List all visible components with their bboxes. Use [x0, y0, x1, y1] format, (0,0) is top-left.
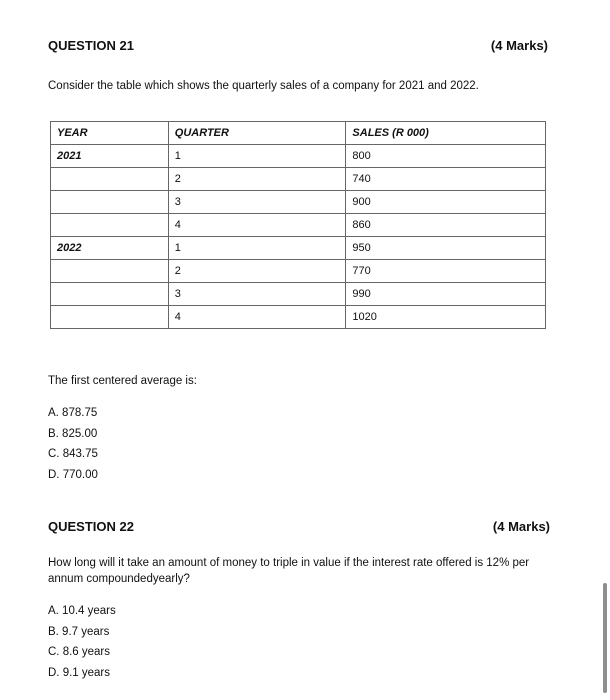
quarter-cell: 1 [168, 145, 346, 168]
question-21-marks: (4 Marks) [490, 38, 548, 53]
sales-cell: 770 [346, 260, 546, 283]
table-row [51, 237, 546, 260]
table-row [51, 214, 546, 237]
question-21-title: QUESTION 21 [48, 38, 134, 53]
sales-cell: 990 [346, 283, 546, 306]
year-cell [51, 260, 169, 283]
question-22-text: How long will it take an amount of money to triple in value if the interest rate offered is 12% per annum compoundedyearly? [48, 557, 530, 585]
sales-cell: 950 [346, 237, 546, 260]
option-d: D. 770.00 [48, 468, 98, 481]
year-cell [51, 168, 169, 191]
table-row [51, 283, 546, 306]
table-header-row [51, 122, 546, 145]
option-d: D. 9.1 years [48, 666, 110, 679]
sales-cell: 800 [346, 145, 546, 168]
option-b: B. 825.00 [48, 427, 98, 440]
sales-table [50, 121, 546, 329]
question-21-intro: Consider the table which shows the quarterly sales of a company for 2021 and 2022. [48, 80, 479, 92]
question-22-marks: (4 Marks) [492, 519, 550, 534]
option-a: A. 10.4 years [48, 605, 116, 617]
quarter-cell: 4 [168, 306, 346, 329]
option-c: C. 8.6 years [48, 646, 110, 658]
sales-cell: 1020 [346, 306, 546, 329]
year-cell [51, 191, 169, 214]
year-cell: 2022 [51, 237, 169, 260]
quarter-cell: 4 [168, 214, 346, 237]
table-row [51, 145, 546, 168]
question-21-prompt: The first centered average is: [48, 375, 197, 387]
option-b: B. 9.7 years [48, 625, 110, 638]
question-21-header [48, 38, 548, 53]
sales-cell: 900 [346, 191, 546, 214]
sales-cell: 740 [346, 168, 546, 191]
quarter-cell: 3 [168, 191, 346, 214]
option-a: A. 878.75 [48, 407, 98, 419]
year-cell [51, 306, 169, 329]
table-row [51, 168, 546, 191]
table-row [51, 260, 546, 283]
quarter-cell: 2 [168, 168, 346, 191]
sales-cell: 860 [346, 214, 546, 237]
quarter-cell: 1 [168, 237, 346, 260]
quarter-cell: 3 [168, 283, 346, 306]
year-cell [51, 283, 169, 306]
question-22-header [48, 519, 550, 534]
question-21-options [48, 403, 98, 485]
question-22-title: QUESTION 22 [48, 519, 134, 534]
year-cell: 2021 [51, 145, 169, 168]
year-cell [51, 214, 169, 237]
header-quarter: QUARTER [168, 122, 346, 145]
quarter-cell: 2 [168, 260, 346, 283]
vertical-scrollbar[interactable] [603, 583, 607, 693]
question-22-options [48, 601, 116, 683]
header-year: YEAR [51, 122, 169, 145]
header-sales: SALES (R 000) [346, 122, 546, 145]
table-row [51, 191, 546, 214]
option-c: C. 843.75 [48, 448, 98, 460]
table-row [51, 306, 546, 329]
